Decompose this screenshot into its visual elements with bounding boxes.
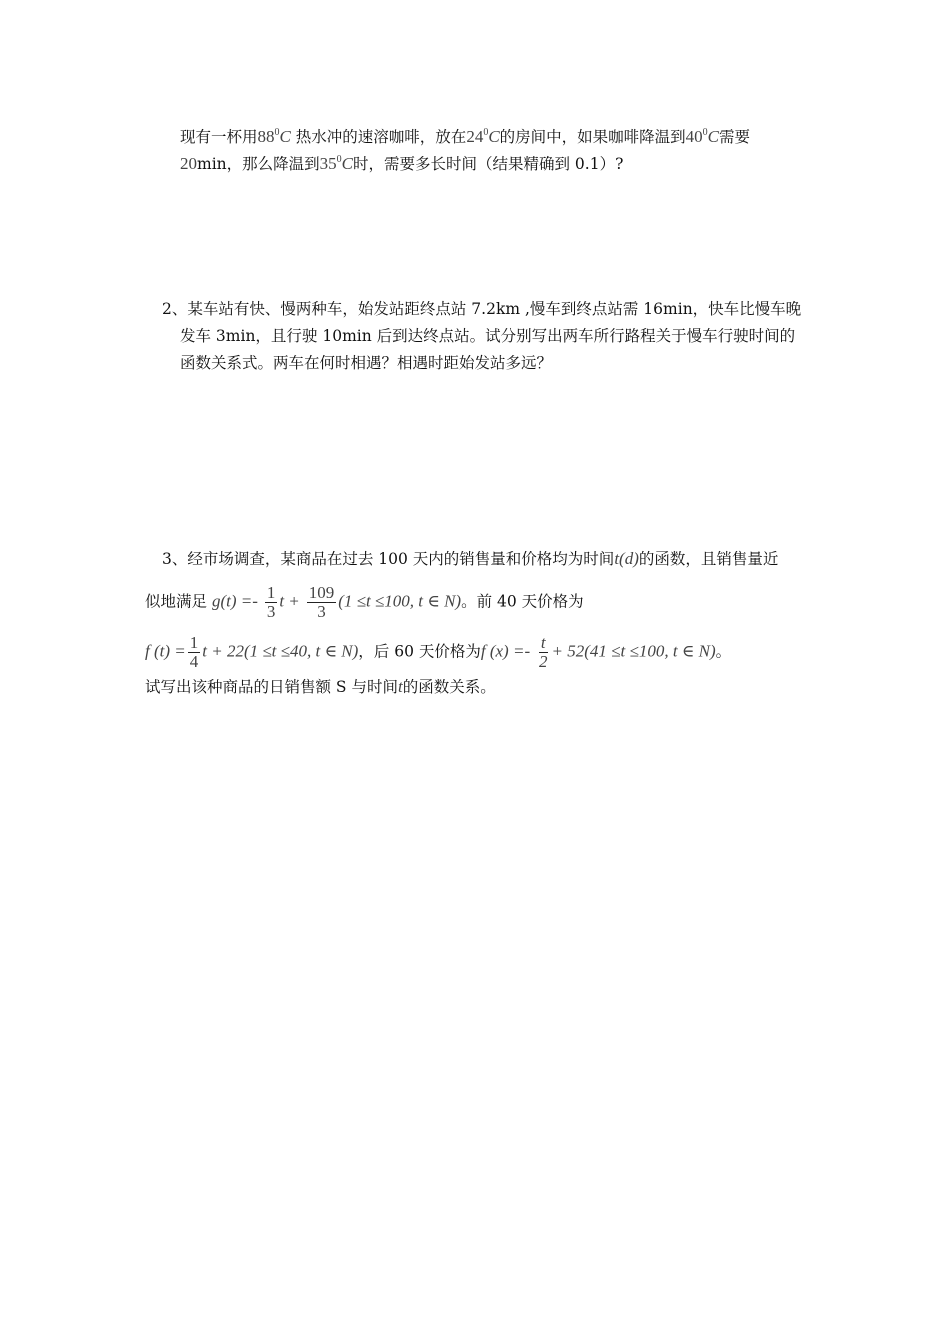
f-function-right: t + 22(1 ≤t ≤40, t ∈ N) xyxy=(202,641,359,661)
problem1-text: 现有一杯用 xyxy=(180,128,258,146)
problem3-text: 试写出该种商品的日销售额 S 与时间 xyxy=(145,678,398,696)
problem3-line3 xyxy=(145,634,731,671)
problem1-text: 时，需要多长时间（结果精确到 0.1）? xyxy=(352,155,624,173)
problem3-text: 。前 40 天价格为 xyxy=(461,592,584,611)
math-t-d: t(d) xyxy=(614,549,639,568)
problem3-text: 3、经市场调查，某商品在过去 100 天内的销售量和价格均为时间 xyxy=(162,550,615,568)
fx-function-left: f (x) =- xyxy=(480,641,531,661)
problem1-text: 的房间中，如果咖啡降温到 xyxy=(499,128,686,146)
g-function-left: g(t) =- xyxy=(211,591,258,611)
math-t: t xyxy=(397,677,403,696)
problem3-line2 xyxy=(145,584,584,621)
temp-88: $88^0C$ xyxy=(257,127,291,146)
temp-24: $24^0C$ xyxy=(466,127,500,146)
temp-40: $40^0C$ xyxy=(685,127,720,146)
problem1-line1 xyxy=(180,126,750,151)
temp-35: $35^0C$ xyxy=(319,154,353,173)
problem3-text: 的函数，且销售量近 xyxy=(638,550,779,568)
fraction-one-fourth: $\frac{1}{4}$ xyxy=(189,633,199,671)
problem3-text: ，后 60 天价格为 xyxy=(358,642,481,661)
problem1-text: 需要 xyxy=(719,128,751,146)
problem1-text: 热水冲的速溶咖啡，放在 xyxy=(295,128,467,146)
problem2-line3: 函数关系式。两车在何时相遇？相遇时距始发站多远？ xyxy=(180,354,553,372)
time-20: 20 xyxy=(180,154,197,173)
problem1-text: min，那么降温到 xyxy=(197,155,320,173)
fx-function-right: + 52(41 ≤t ≤100, t ∈ N) xyxy=(551,641,716,661)
g-function-mid: t + xyxy=(279,591,300,611)
problem3-text: 的函数关系。 xyxy=(402,678,496,696)
fraction-109-third: $\frac{109}{3}$ xyxy=(308,583,335,621)
f-function-left: f (t) = xyxy=(145,641,186,661)
problem3-line4 xyxy=(145,676,496,698)
problem1-line2 xyxy=(180,153,623,178)
fraction-t-half: $\frac{t}{2}$ xyxy=(539,633,548,671)
g-condition: (1 ≤t ≤100, t ∈ N) xyxy=(338,591,462,611)
problem2-line2: 发车 3min，且行驶 10min 后到达终点站。试分别写出两车所行路程关于慢车行驶时间的 xyxy=(180,327,796,345)
problem3-text: 似地满足 xyxy=(145,592,208,611)
problem3-line1 xyxy=(162,548,778,570)
problem3-text: 。 xyxy=(715,642,732,661)
problem2-line1: 2、某车站有快、慢两种车，始发站距终点站 7.2km ,慢车到终点站需 16min，快车比慢车晚 xyxy=(162,300,802,318)
fraction-one-third: $\frac{1}{3}$ xyxy=(266,583,276,621)
